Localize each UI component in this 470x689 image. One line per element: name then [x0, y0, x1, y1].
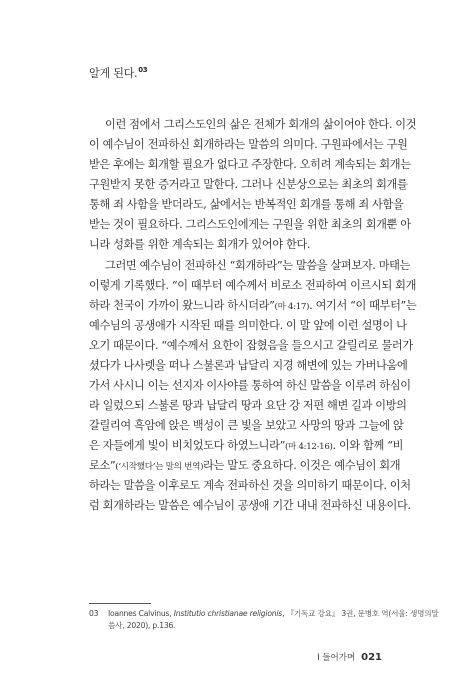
footnote: 03 Ioannes Calvinus, Institutio christianae religionis, 『기독교 강요』 3권, 문병호 역(서울: 생명의말 [89, 609, 439, 618]
scripture-reference: (마 4:17) [274, 302, 310, 312]
translation-note: (‘시작했다’는 말의 번역) [115, 462, 204, 472]
text-line: 받은 후에는 회개할 필요가 없다고 주장한다. 오히려 계속되는 회개는 [89, 158, 411, 171]
text-line: 라 일렀으되 스불론 땅과 납달리 땅과 요단 강 저편 해변 길과 이방의 [89, 399, 407, 412]
lead-text: 알게 된다. [89, 67, 138, 80]
text-line: 로소”(‘시작했다’는 말의 번역)라는 말도 중요하다. 이것은 예수님이 회개 [89, 459, 401, 472]
footnote-number: 03 [89, 609, 99, 618]
page-footer [317, 651, 382, 663]
text-line: 통해 죄 사함을 받더라도, 삶에서는 반복적인 회개를 통해 죄 사함을 [89, 198, 404, 211]
text-line: 럼 회개하라는 말씀은 예수님이 공생애 기간 내내 전파하신 내용이다. [89, 499, 411, 512]
text-line: 은 자들에게 빛이 비치었도다 하였느니라”(마 4:12-16). 이와 함께 “비 [89, 439, 404, 452]
text-line: 그러면 예수님이 전파하신 “회개하라”는 말씀을 살펴보자. 마태는 [105, 259, 411, 272]
chapter-label: I 들어가며 [317, 653, 356, 663]
text-line: 하라는 말씀을 이후로도 계속 전파하신 것을 의미하기 때문이다. 이처 [89, 479, 411, 492]
text-line: 니라 성화를 위한 계속되는 회개가 있어야 한다. [89, 238, 311, 251]
footnote-title: Institutio christianae religionis [173, 609, 283, 618]
text-line: 하라 천국이 가까이 왔느니라 하시더라”(마 4:17). 여기서 “이 때부터”는 [89, 299, 417, 312]
text-line: 셨다가 나사렛을 떠나 스불론과 납달리 지경 해변에 있는 가버나움에 [89, 359, 408, 372]
lead-line [89, 63, 382, 81]
text-line: 구원받지 못한 증거라고 말한다. 그러나 신분상으로는 최초의 회개를 [89, 178, 408, 191]
text-line: 이렇게 기록했다. “이 때부터 예수께서 비로소 전파하여 이르시되 회개 [89, 279, 417, 292]
text-line: 이런 점에서 그리스도인의 삶은 전체가 회개의 삶이어야 한다. 이것 [105, 118, 417, 131]
footnote-continuation: 씀사, 2020), p.136. [108, 621, 176, 630]
text-line: 예수님의 공생애가 시작된 때를 의미한다. 이 말 앞에 이런 설명이 나 [89, 319, 407, 332]
scripture-reference: (마 4:12-16) [284, 442, 333, 452]
footnote-marker[interactable]: 03 [138, 66, 148, 74]
text-line: 오기 때문이다. “예수께서 요한이 잡혔음을 들으시고 갈릴리로 물러가 [89, 339, 413, 352]
text-line: 갈릴리여 흑암에 앉은 백성이 큰 빛을 보았고 사망의 땅과 그늘에 앉 [89, 419, 404, 432]
text-line: 이 예수님이 전파하신 회개하라는 말씀의 의미다. 구원파에서는 구원 [89, 138, 408, 151]
text-line: 받는 것이 필요하다. 그리스도인에게는 구원을 위한 최초의 회개뿐 아 [89, 218, 411, 231]
footnote-divider [89, 603, 151, 604]
text-line: 가서 사시니 이는 선지자 이사야를 통하여 하신 말씀을 이루려 하심이 [89, 379, 411, 392]
page-number: 021 [361, 652, 382, 663]
